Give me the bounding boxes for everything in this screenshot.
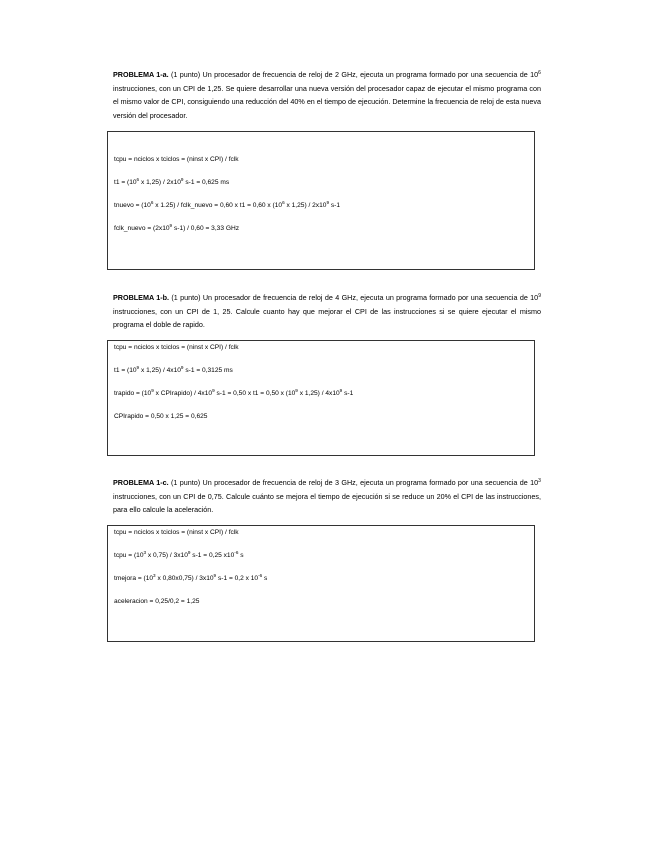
exponent: 9 bbox=[136, 365, 140, 370]
answer-line: tcpu = nciclos x tciclos = (ninst x CPI) / fclk bbox=[114, 344, 239, 351]
problem-statement-1a bbox=[113, 68, 541, 122]
problem-points: (1 punto) bbox=[171, 293, 201, 302]
answer-box-1b bbox=[107, 340, 535, 456]
answer-line: tcpu = nciclos x tciclos = (ninst x CPI) / fclk bbox=[114, 156, 239, 163]
answer-line: tcpu = ($10^3$ x $0,75) / 3x10^9$ s-1 = 0,25 $x10^{-6}$ s bbox=[114, 550, 244, 559]
exponent: 9 bbox=[180, 365, 184, 370]
problem-title: PROBLEMA 1-a. bbox=[113, 70, 169, 79]
exponent: 9 bbox=[213, 573, 217, 578]
exponent: 9 bbox=[187, 550, 191, 555]
answer-box-1c bbox=[107, 525, 535, 642]
exponent: 3 bbox=[153, 573, 156, 578]
answer-line: CPIrapido = 0,50 x 1,25 = 0,625 bbox=[114, 413, 208, 420]
exponent: 9 bbox=[151, 388, 154, 393]
problem-text: Un procesador de frecuencia de reloj de 4 GHz, ejecuta un programa formado por una secuencia de $10^9$ instrucciones, con un CPI de 1, 25. Calcule cuanto hay que mejorar el CPI de las instrucciones si se quiere ejecutar el mismo programa el doble de rapido. bbox=[113, 293, 541, 329]
answer-line: aceleracion = 0,25/0,2 = 1,25 bbox=[114, 598, 200, 605]
answer-line: $t1 = (10^6$ x $1,25) / 2x10^9$ s-1 = 0,625 ms bbox=[114, 177, 230, 186]
answer-line: fclk_nuevo = ($2x10^9$ s-1) / 0,60 = 3,33 GHz bbox=[114, 223, 240, 232]
problem-statement-1b bbox=[113, 291, 541, 332]
answer-line: tnuevo = ($10^6$ x 1.25) / fclk_nuevo = 0,60 x t1 = 0,60 x ($10^6$ x $1,25) / 2x10^9$ s-1 bbox=[114, 200, 341, 209]
exponent: -6 bbox=[258, 573, 263, 578]
problem-text: Un procesador de frecuencia de reloj de 2 GHz, ejecuta un programa formado por una secuencia de $10^6$ instrucciones, con un CPI de 1,25. Se quiere desarrollar una nueva versión del procesador capaz de ejecutar el mismo programa con el mismo valor de CPI, consiguiendo una reducción del 40% en el tiempo de ejecución. Determine la frecuencia de reloj de esta nueva versión del procesador. bbox=[113, 70, 541, 120]
exponent: 3 bbox=[538, 478, 541, 484]
answer-line: trapido = ($10^9$ x CPIrapido) / $4x10^9$ s-1 = 0,50 x t1 = 0,50 x ($10^9$ x $1,25) / 4x10^9$ s-1 bbox=[114, 388, 354, 397]
exponent: 9 bbox=[180, 177, 184, 182]
problem-points: (1 punto) bbox=[171, 478, 201, 487]
exponent: 9 bbox=[326, 200, 330, 205]
problem-title: PROBLEMA 1-b. bbox=[113, 293, 169, 302]
exponent: 6 bbox=[282, 200, 285, 205]
exponent: 9 bbox=[339, 388, 343, 393]
answer-line: $t1 = (10^9$ x $1,25) / 4x10^9$ s-1 = 0,3125 ms bbox=[114, 365, 233, 374]
problem-statement-1c bbox=[113, 476, 541, 517]
exponent: 9 bbox=[212, 388, 215, 393]
exponent: 9 bbox=[538, 293, 541, 299]
problem-text: Un procesador de frecuencia de reloj de 3 GHz, ejecuta un programa formado por una secuencia de $10^3$ instrucciones, con un CPI de 0,75. Calcule cuánto se mejora el tiempo de ejecución si se reduce un 20% el CPI de las instrucciones, para ello calcule la aceleración. bbox=[113, 478, 541, 514]
answer-line: tmejora = ($10^3$ x $0,80x0,75) / 3x10^9$ s-1 = 0,2 x $10^{-6}$ s bbox=[114, 573, 268, 582]
answer-line: tcpu = nciclos x tciclos = (ninst x CPI) / fclk bbox=[114, 529, 239, 536]
answer-box-1a bbox=[107, 131, 535, 270]
problem-points: (1 punto) bbox=[171, 70, 201, 79]
exponent: 6 bbox=[150, 200, 154, 205]
exponent: 6 bbox=[538, 70, 541, 76]
exponent: 6 bbox=[136, 177, 140, 182]
exponent: 3 bbox=[143, 550, 147, 555]
exponent: -6 bbox=[234, 550, 239, 555]
problem-title: PROBLEMA 1-c. bbox=[113, 478, 169, 487]
exponent: 9 bbox=[169, 223, 173, 228]
exponent: 9 bbox=[295, 388, 298, 393]
